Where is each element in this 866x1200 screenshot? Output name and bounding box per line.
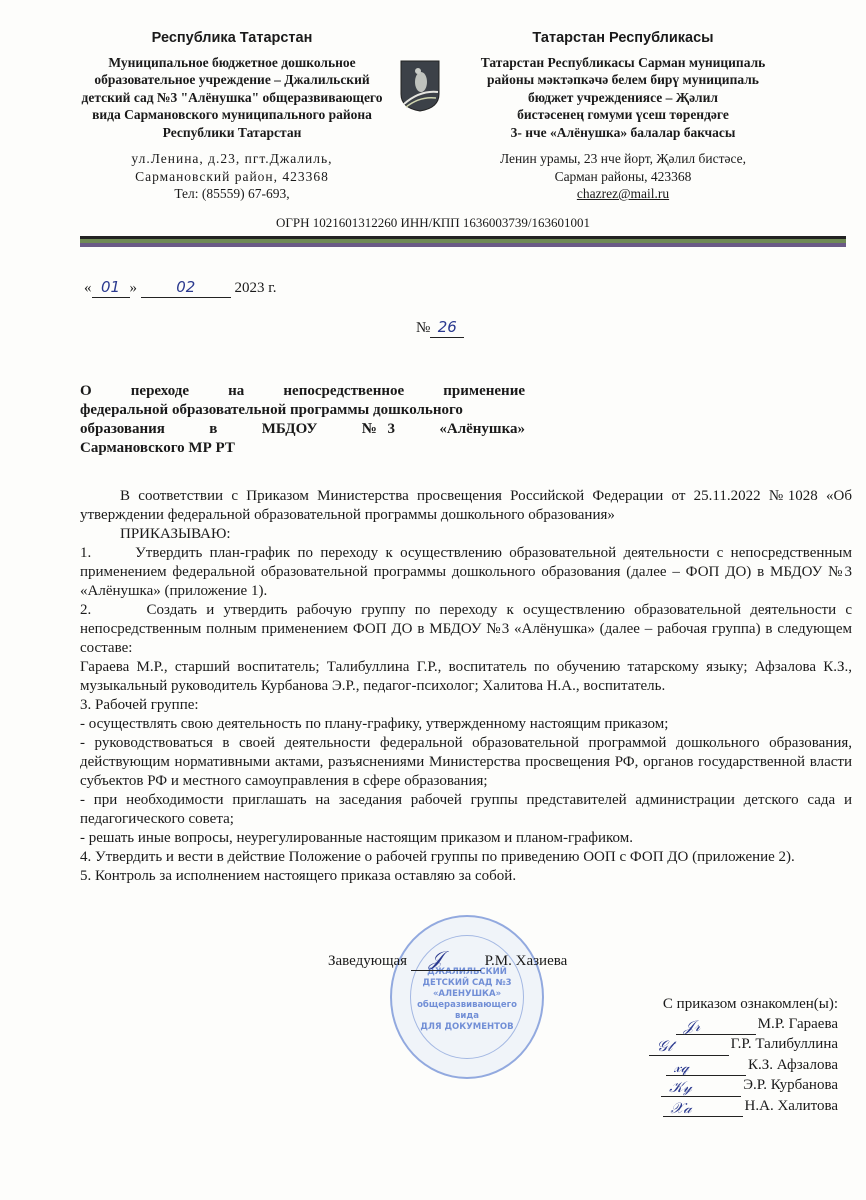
org-line: 3- нче «Алёнушка» балалар бакчасы — [510, 124, 736, 140]
header-left — [82, 30, 382, 141]
handwritten-signature: 𝓍𝓆 — [674, 1057, 689, 1076]
order-day: 01 — [100, 278, 121, 296]
email-link[interactable]: chazrez@mail.ru — [576, 186, 670, 201]
body-paragraph: 1. Утвердить план-график по переходу к осуществлению образовательной деятельности с непосредственным применением федеральной образовательной программы дошкольного образования (далее – ФОП ДО) в МБДОУ №3 «Алёнушка» (приложение 1). — [80, 545, 852, 599]
header-left-title: Республика Татарстан — [151, 30, 313, 46]
stamp-text: ДЖАЛИЛЬСКИЙ — [427, 967, 507, 977]
order-title — [80, 382, 525, 458]
official-stamp — [390, 915, 544, 1079]
body-paragraph: 5. Контроль за исполнением настоящего приказа оставляю за собой. — [80, 868, 517, 884]
address-line: Тел: (85559) 67-693, — [174, 186, 290, 201]
acknowledgement-row — [600, 1015, 838, 1036]
header-right-org — [458, 54, 788, 142]
order-year: 2023 г. — [234, 280, 277, 296]
header-right — [458, 30, 788, 141]
org-line: районы мәктәпкәчә белем бирү муниципаль — [487, 72, 759, 87]
signature-block — [328, 946, 568, 971]
acknowledgement-row — [600, 1076, 838, 1097]
title-line: Сармановского МР РТ — [80, 440, 235, 456]
org-line: образовательное учреждение – Джалильский — [94, 72, 370, 87]
acknowledgement-heading: С приказом ознакомлен(ы): — [662, 996, 838, 1012]
org-line: вида Сармановского муниципального района — [92, 107, 372, 122]
body-paragraph: ПРИКАЗЫВАЮ: — [120, 526, 231, 542]
body-paragraph: Гараева М.Р., старший воспитатель; Талибуллина Г.Р., воспитатель по обучению татарскому языку; Афзалова К.З., музыкальный руководитель Курбанова Э.Р., педагог-психолог; Халитова Н.А., воспитатель. — [80, 659, 852, 694]
acknowledgement-block — [600, 995, 838, 1117]
order-date: « 01 » 02 2023 г. — [84, 278, 277, 296]
stamp-text: «АЛЕНУШКА» — [432, 989, 502, 999]
header-left-address — [82, 150, 382, 203]
acknowledged-name: М.Р. Гараева — [757, 1015, 838, 1032]
org-line: Татарстан Республикасы Сарман муниципаль — [480, 54, 766, 70]
title-line: О переходе на непосредственное применение — [80, 383, 525, 399]
org-line: бюджет учреждениясе – Җәлил — [528, 89, 718, 105]
org-line: детский сад №3 "Алёнушка" общеразвивающего — [81, 89, 383, 105]
number-prefix: № — [416, 320, 431, 336]
acknowledged-name: Г.Р. Талибуллина — [730, 1036, 838, 1052]
handwritten-signature: 𝒳𝒶 — [670, 1098, 692, 1117]
order-month: 02 — [176, 278, 196, 296]
order-body — [80, 487, 852, 886]
header-right-address — [458, 150, 788, 203]
acknowledgement-row — [600, 1035, 838, 1056]
stamp-text: вида — [455, 1011, 479, 1021]
body-paragraph: 4. Утвердить и вести в действие Положение о рабочей группы по приведению ООП с ФОП ДО (приложение 2). — [80, 849, 795, 865]
address-line: Сарман районы, 423368 — [554, 168, 692, 184]
handwritten-signature: 𝒥 — [428, 946, 443, 970]
org-line: бистәсенең гомуми үсеш төрендәге — [517, 107, 729, 122]
header-right-title: Татарстан Республикасы — [532, 30, 714, 46]
acknowledgement-row — [600, 1056, 838, 1077]
body-paragraph: В соответствии с Приказом Министерства просвещения Российской Федерации от 25.11.2022 №1028 «Об утверждении федеральной образовательной программы дошкольного образования» — [80, 488, 852, 523]
order-number — [416, 318, 464, 338]
stamp-text: ДЛЯ ДОКУМЕНТОВ — [420, 1022, 514, 1032]
handwritten-signature: 𝒥𝓇 — [683, 1016, 701, 1035]
address-line: Ленин урамы, 23 нче йорт, Җәлил бистәсе, — [499, 151, 747, 166]
body-paragraph: - осуществлять свою деятельность по плану-графику, утвержденному настоящим приказом; — [80, 716, 669, 732]
coat-of-arms-emblem — [400, 60, 440, 112]
body-paragraph: 3. Рабочей группе: — [80, 697, 199, 713]
body-paragraph: - при необходимости приглашать на заседания рабочей группы представителей администрации детского сада и педагогического совета; — [80, 792, 852, 827]
body-paragraph: - руководствоваться в своей деятельности федеральной образовательной программой дошкольного образования, действующим нормативными актами, разъяснениями Министерства просвещения РФ, органов государственной власти субъектов РФ и местного самоуправления в сфере образования; — [80, 735, 852, 789]
handwritten-signature: 𝒦𝓎 — [669, 1078, 692, 1096]
registration-numbers: ОГРН 1021601312260 ИНН/КПП 1636003739/163601001 — [275, 215, 591, 230]
acknowledged-name: Н.А. Халитова — [744, 1097, 838, 1114]
number-value: 26 — [437, 318, 457, 336]
title-line: федеральной образовательной программы дошкольного — [80, 402, 463, 418]
acknowledged-name: К.З. Афзалова — [748, 1056, 838, 1073]
acknowledged-name: Э.Р. Курбанова — [743, 1077, 838, 1093]
signer-name: Р.М. Хазиева — [484, 953, 568, 969]
body-paragraph: 2. Создать и утвердить рабочую группу по переходу к осуществлению образовательной деятельности с непосредственным полным применением ФОП ДО в МБДОУ №3 «Алёнушка» (далее – рабочая группа) в следующем составе: — [80, 602, 852, 656]
stamp-text: ДЕТСКИЙ САД №3 — [422, 978, 512, 988]
title-line: образования в МБДОУ №3 «Алёнушка» — [80, 421, 525, 437]
stamp-text: общеразвивающего — [417, 1000, 517, 1010]
header-left-org — [82, 54, 382, 142]
handwritten-signature: 𝒢𝓉 — [656, 1037, 673, 1055]
body-paragraph: - решать иные вопросы, неурегулированные настоящим приказом и планом-графиком. — [80, 830, 634, 846]
org-line: Республики Татарстан — [162, 124, 302, 140]
address-line: ул.Ленина, д.23, пгт.Джалиль, — [131, 151, 333, 166]
address-line: Сармановский район, 423368 — [135, 168, 329, 184]
header-divider — [80, 236, 846, 247]
org-line: Муниципальное бюджетное дошкольное — [108, 54, 356, 70]
acknowledgement-row — [600, 1097, 838, 1118]
signer-position: Заведующая — [328, 953, 408, 969]
